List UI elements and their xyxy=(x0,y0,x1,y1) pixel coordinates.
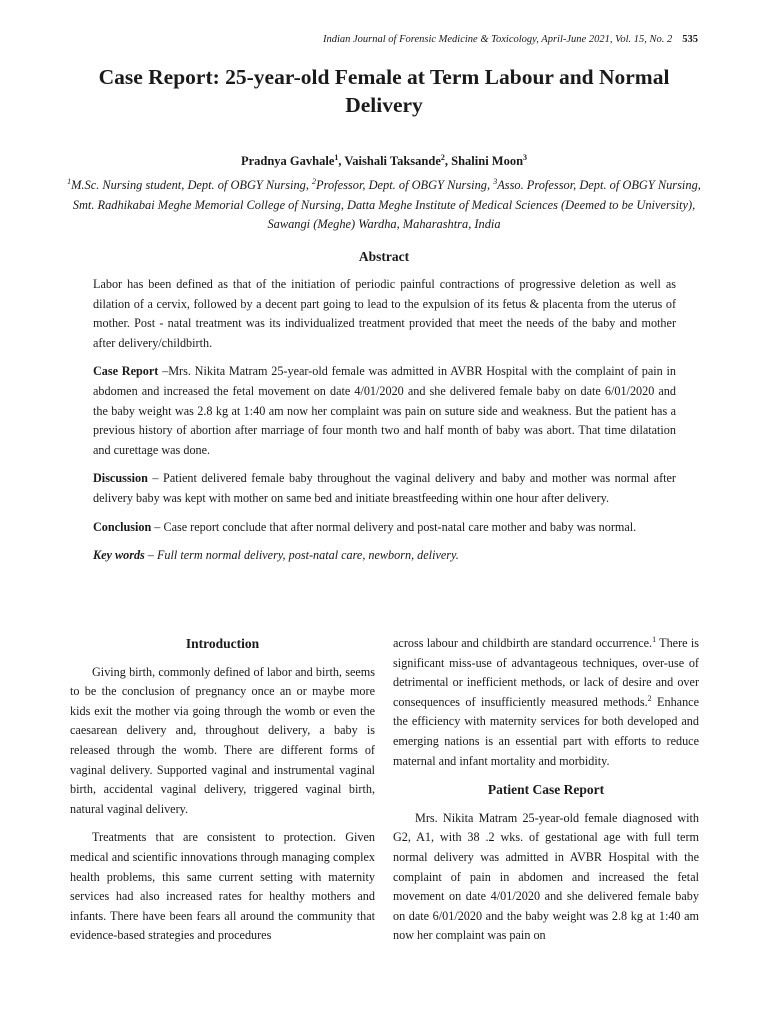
conclusion-text: – Case report conclude that after normal delivery and post-natal care mother and baby was normal. xyxy=(154,519,637,534)
discussion-text: – Patient delivered female baby throughout the vaginal delivery and baby and mother was normal after delivery baby was kept with mother on same bed and initiate breastfeeding within one hour after delivery. xyxy=(93,471,676,505)
reference-mark: 1 xyxy=(652,635,657,644)
right-column xyxy=(393,634,699,955)
abstract-keywords xyxy=(93,546,676,566)
introduction-paragraph: Treatments that are consistent to protection. Given medical and scientific innovations through managing complex health problems, this same current setting with maternity services had also increased rates for healthy mothers and infants. There have been fears all around the community that evidence-based strategies and procedures xyxy=(70,830,375,943)
affiliation-mark: 2 xyxy=(312,177,317,186)
keywords-text: – Full term normal delivery, post-natal care, newborn, delivery. xyxy=(147,548,459,563)
conclusion-label: Conclusion xyxy=(93,519,155,534)
author-list xyxy=(60,154,708,169)
affiliation-mark: 3 xyxy=(493,177,498,186)
author-affiliation-mark: 3 xyxy=(523,153,528,162)
affiliation-text: M.Sc. Nursing student, Dept. of OBGY Nursing, xyxy=(71,178,313,192)
affiliation-text: Professor, Dept. of OBGY Nursing, xyxy=(316,178,494,192)
author-name: Vaishali Taksande xyxy=(344,154,441,168)
introduction-paragraph: Giving birth, commonly defined of labor and birth, seems to be the conclusion of pregnancy once an or maybe more kids exit the mother via going through the womb or even the caesarean delivery and, throughout delivery, a baby is released through the womb. There are different forms of vaginal delivery. Supported vaginal and instrumental vaginal birth, accidental vaginal delivery, triggered vaginal birth, natural vaginal delivery. xyxy=(70,664,375,816)
affiliations xyxy=(62,176,706,235)
journal-citation: Indian Journal of Forensic Medicine & Toxicology, April-June 2021, Vol. 15, No. 2 xyxy=(322,34,673,45)
page-number: 535 xyxy=(682,34,698,45)
running-header xyxy=(323,34,698,45)
author-name: Shalini Moon xyxy=(451,154,524,168)
author-separator: , xyxy=(338,154,345,168)
abstract-case-report xyxy=(93,362,676,460)
author-affiliation-mark: 2 xyxy=(440,153,445,162)
patient-case-paragraph: Mrs. Nikita Matram 25-year-old female diagnosed with G2, A1, with 38 .2 wks. of gestational age with full term normal delivery was admitted in AVBR Hospital with the complaint of pain in abdomen and increased the fetal movement on date 4/01/2020 and she delivered female baby on date 6/01/2020 and the baby weight was 2.8 kg at 1:40 am now her complaint was pain on xyxy=(393,810,699,943)
affiliation-text: Asso. Professor, Dept. of OBGY Nursing, Smt. Radhikabai Meghe Memorial College of Nursing, Datta Meghe Institute of Medical Sciences (Deemed to be University), Sawangi (Meghe) Wardha, Maharashtra, India xyxy=(72,178,701,231)
continuation-text: across labour and childbirth are standard occurrence. xyxy=(393,636,653,650)
discussion-label: Discussion xyxy=(93,471,153,486)
introduction-heading: Introduction xyxy=(185,636,260,651)
case-report-label: Case Report xyxy=(93,364,163,379)
article-title: Case Report: 25-year-old Female at Term Labour and Normal Delivery xyxy=(98,65,670,117)
abstract-discussion xyxy=(93,469,676,508)
introduction-continuation xyxy=(393,634,699,771)
keywords-label: Key words xyxy=(93,548,148,563)
continuation-text: There is significant miss-use of advantageous techniques, over-use of detrimental or inefficient methods, or lack of desire and over consequences of insufficiently measured methods. xyxy=(393,636,699,709)
author-separator: , xyxy=(444,154,452,168)
abstract-conclusion xyxy=(93,518,676,538)
case-report-text: –Mrs. Nikita Matram 25-year-old female was admitted in AVBR Hospital with the complaint of pain in abdomen and increased the fetal movement on date 4/01/2020 and she delivered female baby on date 6/01/2020 and the baby weight was 2.8 kg at 1:40 am now her complaint was pain on suture side and weakness. But the patient has a previous history of abortion after marriage of four month two and half month of baby was abort. That time dilatation and curettage was done. xyxy=(93,364,676,457)
continuation-text: Enhance the efficiency with maternity services for both developed and emerging nations is an essential part with efforts to reduce maternal and infant mortality and morbidity. xyxy=(393,694,699,768)
left-column xyxy=(70,634,375,955)
reference-mark: 2 xyxy=(647,693,652,703)
author-name: Pradnya Gavhale xyxy=(240,154,335,168)
author-affiliation-mark: 1 xyxy=(334,153,339,162)
abstract-heading: Abstract xyxy=(358,249,410,264)
patient-case-heading: Patient Case Report xyxy=(487,782,605,798)
abstract-intro: Labor has been defined as that of the initiation of periodic painful contractions of progressive deletion as well as dilation of a cervix, followed by a decent part going to lead to the expulsion of its fetus & placenta from the uterus of mother. Post - natal treatment was its individualized treatment provided that meet the needs of the baby and mother after delivery/childbirth. xyxy=(93,277,676,350)
affiliation-mark: 1 xyxy=(67,177,72,186)
abstract-body xyxy=(93,275,676,575)
